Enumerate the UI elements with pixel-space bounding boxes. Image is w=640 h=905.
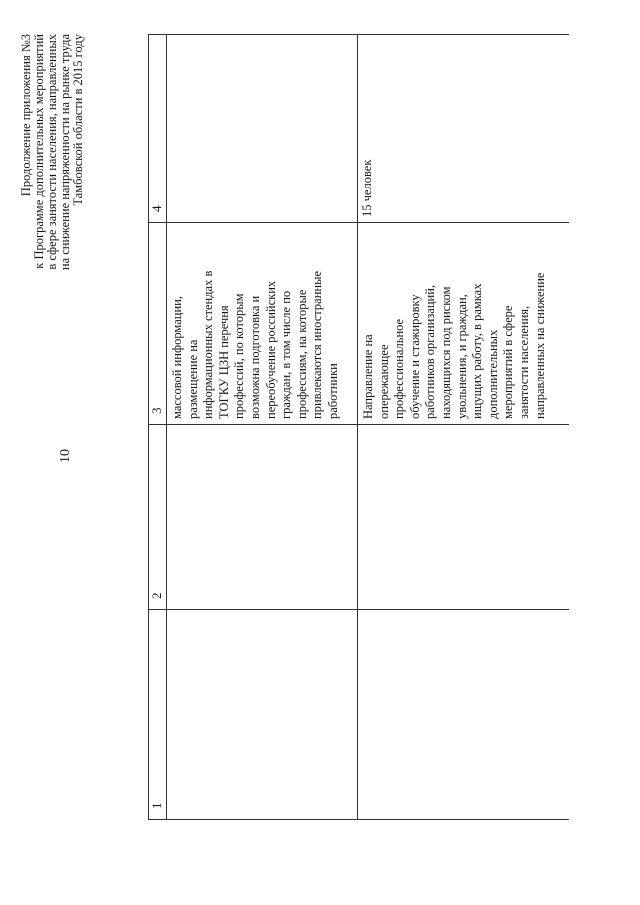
cell-text-line: находящихся под риском <box>438 286 453 419</box>
cell-text-line: мероприятий в сфере <box>501 305 516 419</box>
table-cell-col2 <box>358 425 570 610</box>
cell-text-line: работников организаций, <box>423 284 438 419</box>
header-line: к Программе дополнительных мероприятий <box>32 34 46 269</box>
column-header-1: 1 <box>149 610 167 820</box>
cell-text-line: привлекаются иностранные <box>310 270 325 419</box>
cell-text-line: ТОГКУ ЦЗН перечня <box>216 305 231 419</box>
column-header-3: 3 <box>149 223 167 425</box>
cell-text-line: массовой информации, <box>170 296 184 419</box>
cell-text-line: занятости населения, <box>516 305 531 419</box>
cell-text-line: возможна подготовка и <box>247 295 262 419</box>
header-line: на снижение напряженности на рынке труда <box>58 34 72 271</box>
cell-text-line: ищущих работу, в рамках <box>470 283 485 419</box>
header-line: в сфере занятости населения, направленных <box>45 34 59 270</box>
table-header-row <box>149 35 167 820</box>
cell-text-line: граждан, в том числе по <box>279 290 294 419</box>
cell-text-line: информационных стендах в <box>201 270 216 419</box>
table-cell-col4: 15 человек <box>358 35 570 223</box>
table-row <box>167 35 358 820</box>
cell-text-line: профессиональное <box>392 318 407 419</box>
table-cell-col3 <box>167 223 358 425</box>
table-cell-col4 <box>167 35 358 223</box>
table-cell-col3 <box>358 223 570 425</box>
table-row <box>358 35 570 820</box>
cell-text-line: направленных на снижение <box>532 272 547 419</box>
column-header-2: 2 <box>149 425 167 610</box>
cell-text-line: Направление на <box>361 334 375 419</box>
cell-text-line: размещение на <box>185 339 200 419</box>
table-cell-col1 <box>358 610 570 820</box>
table-cell-col2 <box>167 425 358 610</box>
measures-table <box>148 34 569 820</box>
page-number: 10 <box>58 449 73 463</box>
header-line: Продолжение приложения №3 <box>19 34 33 197</box>
cell-text-line: переобучение российских <box>263 280 278 419</box>
cell-text-line: обучение и стажировку <box>407 294 422 419</box>
document-header <box>20 34 85 554</box>
cell-text-line: работники <box>325 363 340 419</box>
cell-text-line: профессиям, на которые <box>294 289 309 419</box>
header-line: Тамбовской области в 2015 году <box>71 34 85 206</box>
cell-text-line: увольнения, и граждан, <box>454 294 469 419</box>
table-cell-col1 <box>167 610 358 820</box>
column-header-4: 4 <box>149 35 167 223</box>
cell-text-line: дополнительных <box>485 329 500 419</box>
cell-text-line: опережающее <box>376 344 391 419</box>
cell-text-line: профессий, по которым <box>232 293 247 419</box>
